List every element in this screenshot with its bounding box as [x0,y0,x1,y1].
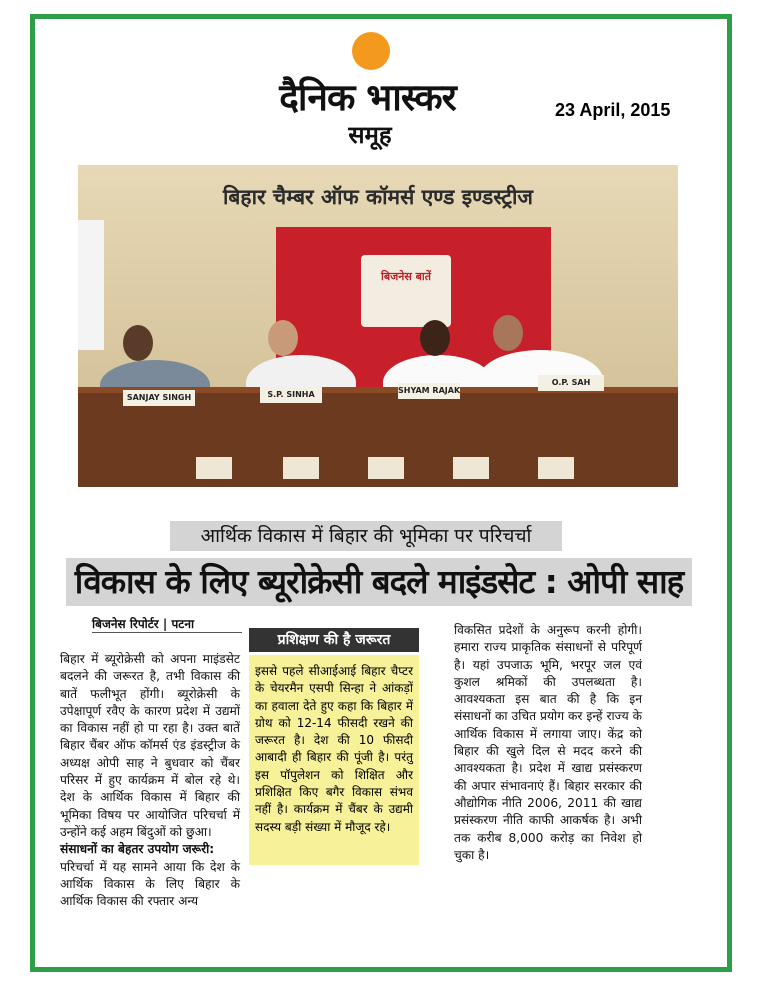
nameplate-1: SANJAY SINGH [123,390,195,406]
publication-date: 23 April, 2015 [555,100,671,120]
newspaper-logo: दैनिक भास्कर [279,76,456,119]
backdrop-logo [361,255,451,327]
table-panel [368,457,404,479]
article-headline: विकास के लिए ब्यूरोक्रेसी बदले माइंडसेट : ओपी साह [66,558,692,606]
nameplate-2: S.P. SINHA [260,387,322,403]
photo-banner: बिहार चैम्बर ऑफ कॉमर्स एण्ड इण्डस्ट्रीज [222,185,534,209]
panelist-1-head [123,325,153,361]
table-panel [196,457,232,479]
article-column-3 [454,622,642,864]
article-kicker: आर्थिक विकास में बिहार की भूमिका पर परिचर्चा [170,521,562,551]
panelist-4-head [493,315,523,351]
event-photo [78,165,678,487]
table-panel [453,457,489,479]
column-1-paragraph-2: परिचर्चा में यह सामने आया कि देश के आर्थिक विकास के लिए बिहार के आर्थिक विकास की रफ्तार अन्य [60,859,240,909]
article-byline: बिजनेस रिपोर्टर | पटना [92,615,242,633]
panelist-3-head [420,320,450,356]
panelist-2-head [268,320,298,356]
table-panel [283,457,319,479]
sidebar-box-text: इससे पहले सीआईआई बिहार चैप्टर के चेयरमैन एसपी सिन्हा ने आंकड़ों का हवाला देते हुए कहा कि बिहार में ग्रोथ को 12-14 फीसदी रखने की जरूरत है। देश की 10 फीसदी आबादी ही बिहार की पूंजी है। परंतु इस पॉपुलेशन को शिक्षित और प्रशिक्षित किए बगैर विकास संभव नहीं है। कार्यक्रम में चैंबर के उद्यमी सदस्य बड़ी संख्या में मौजूद रहे। [255,664,413,834]
sidebar-box-heading: प्रशिक्षण की है जरूरत [249,628,419,652]
sidebar-box [249,655,419,865]
nameplate-3: SHYAM RAJAK [398,383,460,399]
article-column-1 [60,651,240,910]
table-panel [538,457,574,479]
column-3-paragraph: विकसित प्रदेशों के अनुरूप करनी होगी। हमारा राज्य प्राकृतिक संसाधनों से परिपूर्ण है। यहां उपजाऊ भूमि, भरपूर जल एवं कुशल श्रमिकों की उपलब्धता है। आवश्यकता इस बात की है कि इन संसाधनों का उचित प्रयोग कर इन्हें राज्य के आर्थिक विकास में लगाया जाए। केंद्र को बिहार की खुले दिल से मदद करने की आवश्यकता है। प्रदेश में खाद्य प्रसंस्करण की अपार संभावनाएं हैं। बिहार सरकार की औद्योगिक नीति 2006, 2011 की खाद्य प्रसंस्करण नीति काफी आकर्षक है। अभी तक करीब 8,000 करोड़ का निवेश हो चुका है। [454,623,642,862]
newspaper-logo-sub: समूह [348,121,392,149]
backdrop-logo-text: बिजनेस बातें [380,270,432,283]
column-1-paragraph: बिहार में ब्यूरोक्रेसी को अपना माइंडसेट बदलने की जरूरत है, तभी विकास की बातें फलीभूत होंगी। ब्यूरोक्रेसी के उपेक्षापूर्ण रवैए के कारण प्रदेश में उद्यमों का विकास नहीं हो पा रहा है। उक्त बातें बिहार चैंबर ऑफ कॉमर्स एंड इंडस्ट्रीज के अध्यक्ष ओपी साह ने बुधवार को चैंबर परिसर में हुए कार्यक्रम में बोल रहे थे। देश के आर्थिक विकास में बिहार की भूमिका विषय पर आयोजित परिचर्चा में उन्होंने कई अहम बिंदुओं को छुआ। [60,652,240,839]
sun-logo-icon [352,32,390,70]
nameplate-4: O.P. SAH [538,375,604,391]
column-1-subhead: संसाधनों का बेहतर उपयोग जरूरी: [60,842,215,857]
projection-screen [78,220,104,350]
